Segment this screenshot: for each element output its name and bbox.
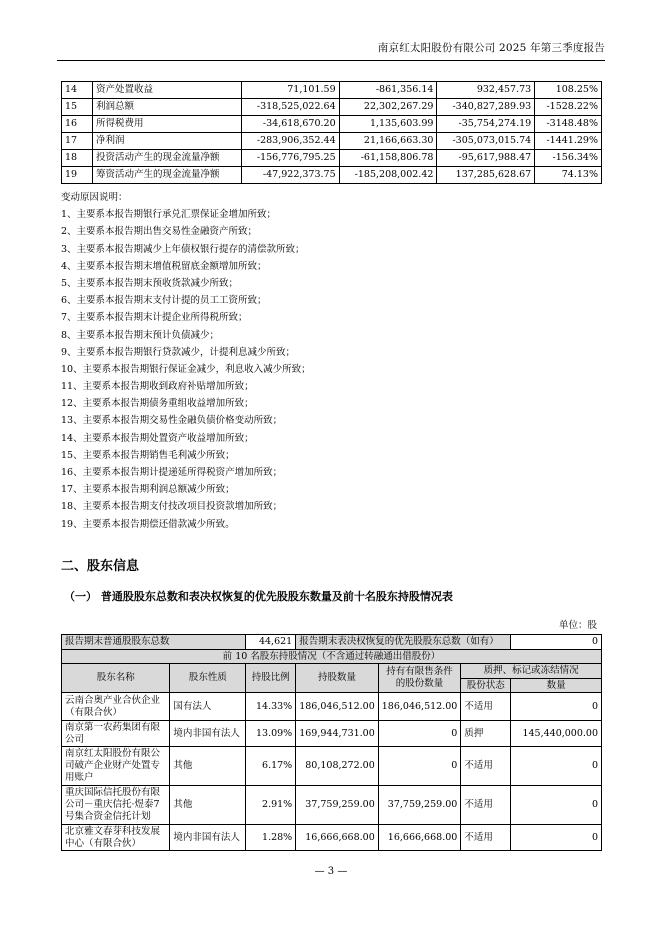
current-value: -47,922,373.75 [241,167,339,184]
prior-value: 22,302,267.29 [339,99,437,116]
row-number: 16 [62,116,93,133]
shareholding-ratio: 14.33% [246,693,296,721]
shareholder-name: 云南合奥产业合伙企业（有限合伙） [62,693,170,721]
restricted-shares: 0 [378,721,461,747]
shareholder-nature: 境内非国有法人 [170,721,246,747]
list-item: 4、主要系本报告期末增值税留底金额增加所致； [61,260,267,272]
prior-value: -61,158,806.78 [339,150,437,167]
current-value: -156,776,795.25 [241,150,339,167]
list-item: 1、主要系本报告期银行承兑汇票保证金增加所致； [61,209,277,221]
shareholder-nature: 国有法人 [170,693,246,721]
shareholding-ratio: 6.17% [246,747,296,786]
row-item: 投资活动产生的现金流量净额 [93,150,242,167]
row-number: 18 [62,150,93,167]
change-percent: 108.25% [535,82,602,99]
restricted-shares: 16,666,668.00 [378,825,461,851]
change-amount: -95,617,988.47 [437,150,535,167]
table-row [62,747,602,786]
row-item: 利润总额 [93,99,242,116]
unit-label: 单位：股 [558,620,597,631]
pref-holders-value: 0 [511,635,602,650]
current-value: -318,525,022.64 [241,99,339,116]
table-row [62,133,602,150]
subsection-title: （一） 普通股股东总数和表决权恢复的优先股股东数量及前十名股东持股情况表 [64,590,453,603]
table-row [62,150,602,167]
pref-holders-label: 报告期末表决权恢复的优先股股东总数（如有） [296,635,511,650]
prior-value: -185,208,002.42 [339,167,437,184]
list-item: 16、主要系本报告期计提递延所得税资产增加所致； [61,467,283,478]
change-reason-notes [61,189,311,533]
shareholder-nature: 境内非国有法人 [170,825,246,851]
table-row [62,99,602,116]
header-amount: 数量 [511,679,602,693]
change-percent: -156.34% [535,150,602,167]
table-row [62,167,602,184]
list-item: 13、主要系本报告期交易性金融负债价格变动所致； [61,415,283,427]
prior-value: 21,166,663.30 [339,133,437,150]
change-percent: 74.13% [535,167,602,184]
restricted-shares: 37,759,259.00 [378,786,461,825]
list-item: 9、主要系本报告期银行贷款减少，计提利息减少所致； [61,346,296,358]
share-status: 不适用 [461,825,511,851]
list-item: 11、主要系本报告期收到政府补贴增加所致； [61,381,254,393]
section-title-shareholders: 二、股东信息 [61,559,140,574]
table-row [62,693,602,721]
current-value: -34,618,670.20 [241,116,339,133]
pledged-amount: 0 [511,825,602,851]
report-header-title: 南京红太阳股份有限公司 2025 年第三季度报告 [377,42,605,54]
shareholding-ratio: 1.28% [246,825,296,851]
header-name: 股东名称 [62,664,170,693]
change-percent: -3148.48% [535,116,602,133]
share-status: 质押 [461,721,511,747]
shareholder-nature: 其他 [170,786,246,825]
list-item: 19、主要系本报告期偿还借款减少所致。 [61,518,235,530]
list-item: 17、主要系本报告期利润总额减少所致； [61,484,235,496]
row-item: 所得税费用 [93,116,242,133]
top10-title: 前 10 名股东持股情况（不含通过转融通出借股份） [62,650,602,664]
restricted-shares: 186,046,512.00 [378,693,461,721]
page-number: — 3 — [314,866,348,877]
shareholding-ratio: 13.09% [246,721,296,747]
shareholder-name: 南京红太阳股份有限公司破产企业财产处置专用账户 [62,747,170,786]
list-item: 10、主要系本报告期银行保证金减少，利息收入减少所致； [61,363,311,375]
list-item: 12、主要系本报告期债务重组收益增加所致； [61,398,254,410]
share-status: 不适用 [461,747,511,786]
share-status: 不适用 [461,693,511,721]
list-item: 6、主要系本报告期末支付计提的员工工资所致； [61,295,267,307]
prior-value: -861,356.14 [339,82,437,99]
table-row [62,721,602,747]
pledged-amount: 0 [511,693,602,721]
header-ratio: 持股比例 [246,664,296,693]
change-amount: -340,827,289.93 [437,99,535,116]
prior-value: 1,135,603.99 [339,116,437,133]
table-row [62,825,602,851]
shareholding-quantity: 80,108,272.00 [296,747,379,786]
current-value: 71,101.59 [241,82,339,99]
list-item: 3、主要系本报告期减少上年债权银行提存的清偿款所致； [61,243,305,255]
restricted-shares: 0 [378,747,461,786]
list-item: 15、主要系本报告期销售毛利减少所致； [61,449,235,461]
list-item: 8、主要系本报告期末预计负债减少； [61,329,220,341]
row-item: 筹资活动产生的现金流量净额 [93,167,242,184]
shareholding-quantity: 37,759,259.00 [296,786,379,825]
pledged-amount: 145,440,000.00 [511,721,602,747]
row-item: 资产处置收益 [93,82,242,99]
row-number: 17 [62,133,93,150]
row-item: 净利润 [93,133,242,150]
header-pledge: 质押、标记或冻结情况 [461,664,602,679]
notes-heading: 变动原因说明： [61,192,128,203]
table-row [62,116,602,133]
header-restricted: 持有有限售条件的股份数量 [378,664,461,693]
total-holders-value: 44,621 [246,635,296,650]
pledged-amount: 0 [511,786,602,825]
shareholding-quantity: 186,046,512.00 [296,693,379,721]
total-holders-label: 报告期末普通股股东总数 [62,635,246,650]
change-percent: -1441.29% [535,133,602,150]
header-nature: 股东性质 [170,664,246,693]
shareholder-nature: 其他 [170,747,246,786]
share-status: 不适用 [461,786,511,825]
shareholder-table [61,634,602,851]
shareholder-name: 南京第一农药集团有限公司 [62,721,170,747]
change-amount: 932,457.73 [437,82,535,99]
list-item: 5、主要系本报告期末预收货款减少所致； [61,277,239,289]
table-row [62,82,602,99]
row-number: 15 [62,99,93,116]
shareholding-quantity: 16,666,668.00 [296,825,379,851]
change-amount: -35,754,274.19 [437,116,535,133]
shareholding-ratio: 2.91% [246,786,296,825]
change-percent: -1528.22% [535,99,602,116]
list-item: 7、主要系本报告期末计提企业所得税所致； [61,312,248,324]
current-value: -283,906,352.44 [241,133,339,150]
list-item: 2、主要系本报告期出售交易性金融资产所致； [61,226,258,238]
pledged-amount: 0 [511,747,602,786]
list-item: 14、主要系本报告期处置资产收益增加所致； [61,432,254,444]
table-row [62,786,602,825]
shareholder-name: 重庆国际信托股份有限公司－重庆信托·煜泰7号集合资金信托计划 [62,786,170,825]
row-number: 14 [62,82,93,99]
shareholding-quantity: 169,944,731.00 [296,721,379,747]
list-item: 18、主要系本报告期支付技改项目投资款增加所致； [61,501,283,513]
header-quantity: 持股数量 [296,664,379,693]
financial-change-table [61,81,602,184]
header-divider [57,60,605,61]
header-status: 股份状态 [461,679,511,693]
shareholder-name: 北京雅文春芽科技发展中心（有限合伙） [62,825,170,851]
change-amount: -305,073,015.74 [437,133,535,150]
row-number: 19 [62,167,93,184]
change-amount: 137,285,628.67 [437,167,535,184]
